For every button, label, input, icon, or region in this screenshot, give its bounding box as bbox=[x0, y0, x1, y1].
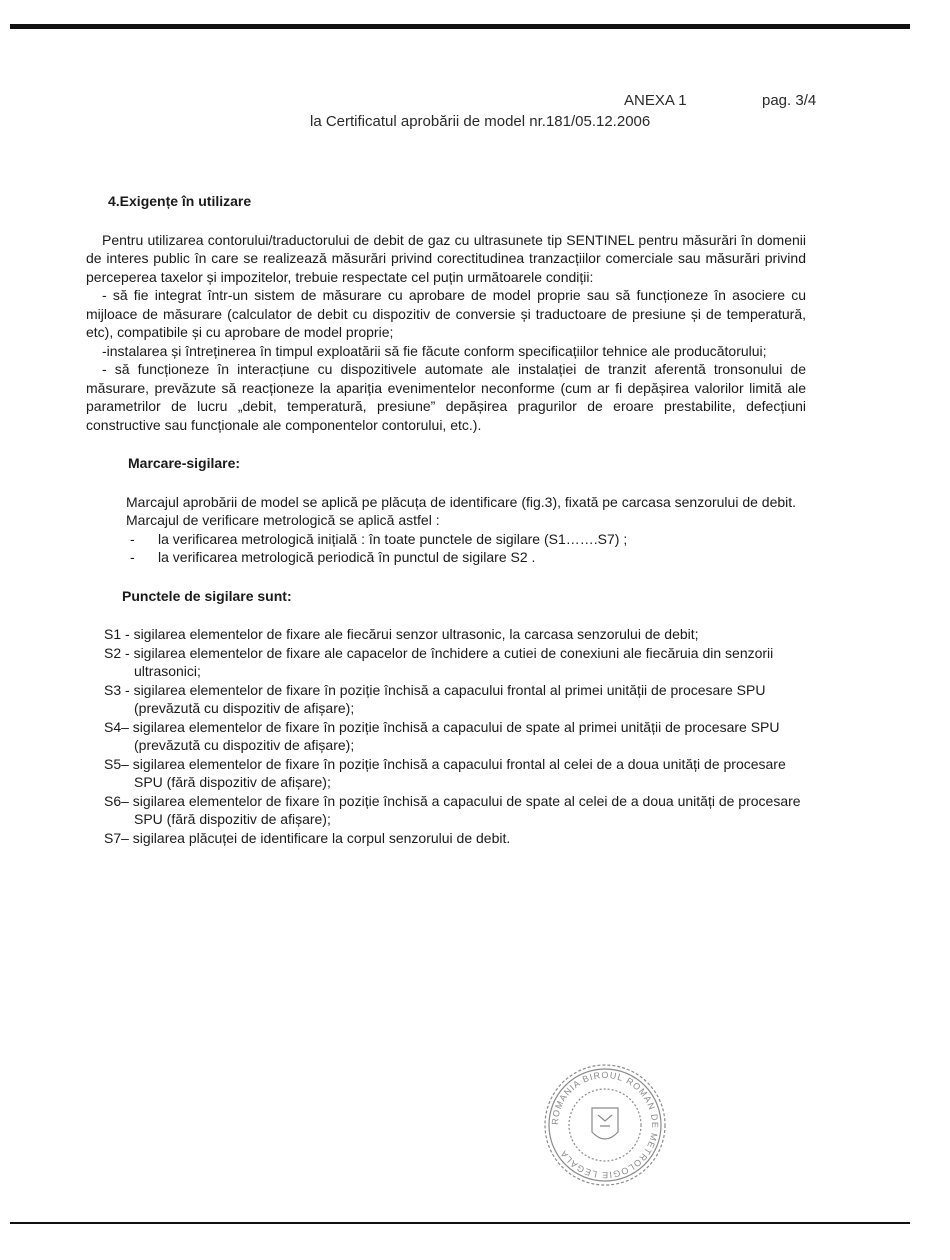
list-item: S1 - sigilarea elementelor de fixare ale fiecărui senzor ultrasonic, la carcasa senzorului de debit; bbox=[104, 626, 699, 642]
list-item: S2 - sigilarea elementelor de fixare ale capacelor de închidere a cutiei de conexiuni ale fiecăruia din senzorii ultrasonici; bbox=[104, 644, 774, 679]
list-item: S4– sigilarea elementelor de fixare în poziție închisă a capacului de spate al primei unității de procesare SPU (prevăzută cu dispozitiv de afișare); bbox=[104, 718, 780, 753]
section-seals-title: Punctele de sigilare sunt: bbox=[122, 587, 292, 604]
marking-list bbox=[104, 530, 806, 567]
list-item: - la verificarea metrologică periodică în punctul de sigilare S2 . bbox=[104, 548, 806, 567]
usage-condition-3: - să funcționeze în interacțiune cu dispozitivele automate ale instalației de tranzit aferentă tronsonului de măsurare, prevăzute să reacționeze la apariția evenimentelor neconforme (cum ar fi depășirea valorilor limită ale parametrilor de lucru „debit, temperatură, presiune” depășirea pragurilor de eroare prestabilite, defecțiuni constructive sau funcționale ale componentelor contorului, etc.). bbox=[86, 361, 806, 433]
list-item: S7– sigilarea plăcuței de identificare la corpul senzorului de debit. bbox=[104, 829, 511, 846]
list-item: S5– sigilarea elementelor de fixare în poziție închisă a capacului frontal al celei de a doua unități de procesare SPU (fără dispozitiv de afișare); bbox=[104, 755, 786, 790]
usage-condition-1: - să fie integrat într-un sistem de măsurare cu aprobare de model proprie sau să funcționeze în asociere cu mijloace de măsurare (calculator de debit cu dispozitiv de conversie și traductoare de presiune și de temperatură, etc), compatibile și cu aprobare de model proprie; bbox=[86, 287, 806, 340]
section-usage-title: 4.Exigențe în utilizare bbox=[108, 193, 252, 209]
list-item: S6– sigilarea elementelor de fixare în poziție închisă a capacului de spate al celei de a doua unități de procesare SPU (fără dispozitiv de afișare); bbox=[104, 792, 801, 827]
top-rule bbox=[10, 24, 910, 29]
usage-intro: Pentru utilizarea contorului/traductorului de debit de gaz cu ultrasunete tip SENTINEL pentru măsurări în domenii de interes public în care se realizează măsurări privind corectitudinea tranzacțiilor comerciale sau măsurări privind perceperea taxelor și impozitelor, trebuie respectate cel puțin următoarele condiții: bbox=[86, 231, 806, 285]
section-marking-title: Marcare-sigilare: bbox=[128, 455, 241, 471]
stamp-seal-icon bbox=[540, 1060, 670, 1190]
list-item: - la verificarea metrologică inițială : în toate punctele de sigilare (S1…….S7) ; bbox=[104, 530, 806, 549]
bottom-rule bbox=[10, 1222, 910, 1224]
page-number: pag. 3/4 bbox=[762, 92, 817, 109]
annex-label: ANEXA 1 bbox=[624, 92, 687, 109]
marking-paragraph-1: Marcajul aprobării de model se aplică pe plăcuța de identificare (fig.3), fixată pe carcasa senzorului de debit. bbox=[126, 493, 797, 510]
document-body bbox=[86, 192, 806, 847]
official-stamp bbox=[540, 1060, 670, 1190]
certificate-reference: la Certificatul aprobării de model nr.181/05.12.2006 bbox=[310, 113, 651, 130]
list-item: S3 - sigilarea elementelor de fixare în poziție închisă a capacului frontal al primei unității de procesare SPU (prevăzută cu dispozitiv de afișare); bbox=[104, 681, 766, 716]
seal-points-list bbox=[104, 625, 806, 847]
stamp-ring-text: ROMANIA BIROUL ROMAN DE METROLOGIE LEGALA bbox=[549, 1069, 661, 1181]
svg-text:ROMANIA BIROUL ROMAN DE METROL bbox=[550, 1070, 660, 1180]
usage-condition-2: -instalarea și întreținerea în timpul exploatării să fie făcute conform specificațiilor tehnice ale producătorului; bbox=[102, 342, 767, 359]
marking-paragraph-2: Marcajul de verificare metrologică se aplică astfel : bbox=[126, 512, 440, 528]
